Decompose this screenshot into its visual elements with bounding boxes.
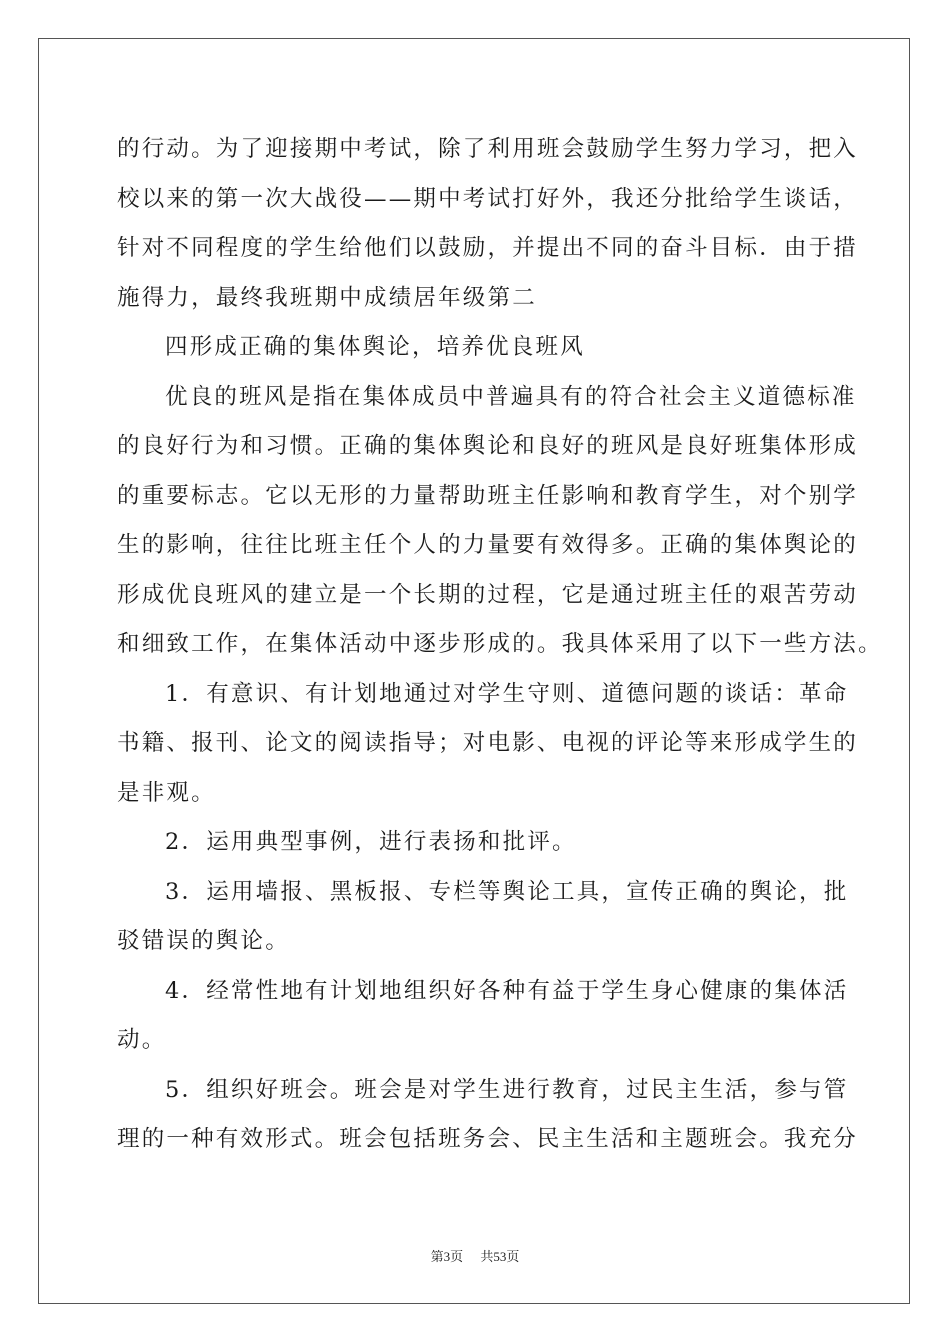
page-footer <box>0 1246 950 1265</box>
list-item-line: 4．经常性地有计划地组织好各种有益于学生身心健康的集体活 <box>165 977 849 1004</box>
list-item-line: 3．运用墙报、黑板报、专栏等舆论工具，宣传正确的舆论，批 <box>165 878 849 905</box>
list-item-line: 5．组织好班会。班会是对学生进行教育，过民主生活，参与管 <box>165 1076 849 1103</box>
list-item-line: 1．有意识、有计划地通过对学生守则、道德问题的谈话：革命 <box>165 680 849 707</box>
text-line: 的良好行为和习惯。正确的集体舆论和良好的班风是良好班集体形成 <box>117 433 859 459</box>
text-line: 是非观。 <box>117 779 216 806</box>
text-line: 生的影响，往往比班主任个人的力量要有效得多。正确的集体舆论的 <box>117 532 859 558</box>
text-line: 动。 <box>117 1027 167 1053</box>
text-line: 针对不同程度的学生给他们以鼓励，并提出不同的奋斗目标．由于措 <box>117 235 859 261</box>
text-line: 理的一种有效形式。班会包括班务会、民主生活和主题班会。我充分 <box>117 1126 859 1152</box>
text-line: 的行动。为了迎接期中考试，除了利用班会鼓励学生努力学习，把入 <box>117 136 859 162</box>
text-line: 形成优良班风的建立是一个长期的过程，它是通过班主任的艰苦劳动 <box>117 581 859 608</box>
text-line: 驳错误的舆论。 <box>117 928 290 954</box>
section-heading: 四形成正确的集体舆论，培养优良班风 <box>165 334 585 360</box>
text-line: 校以来的第一次大战役——期中考试打好外，我还分批给学生谈话， <box>117 185 859 212</box>
document-body <box>117 125 883 1165</box>
list-item-line: 2．运用典型事例，进行表扬和批评。 <box>165 829 577 855</box>
page-number: 第3页 <box>430 1249 464 1264</box>
text-line: 和细致工作，在集体活动中逐步形成的。我具体采用了以下一些方法。 <box>117 631 883 657</box>
page-total: 共53页 <box>480 1249 520 1264</box>
text-line: 书籍、报刊、论文的阅读指导；对电影、电视的评论等来形成学生的 <box>117 730 859 756</box>
text-line: 优良的班风是指在集体成员中普遍具有的符合社会主义道德标准 <box>165 383 857 410</box>
text-line: 的重要标志。它以无形的力量帮助班主任影响和教育学生，对个别学 <box>117 482 859 509</box>
text-line: 施得力，最终我班期中成绩居年级第二 <box>117 284 537 311</box>
